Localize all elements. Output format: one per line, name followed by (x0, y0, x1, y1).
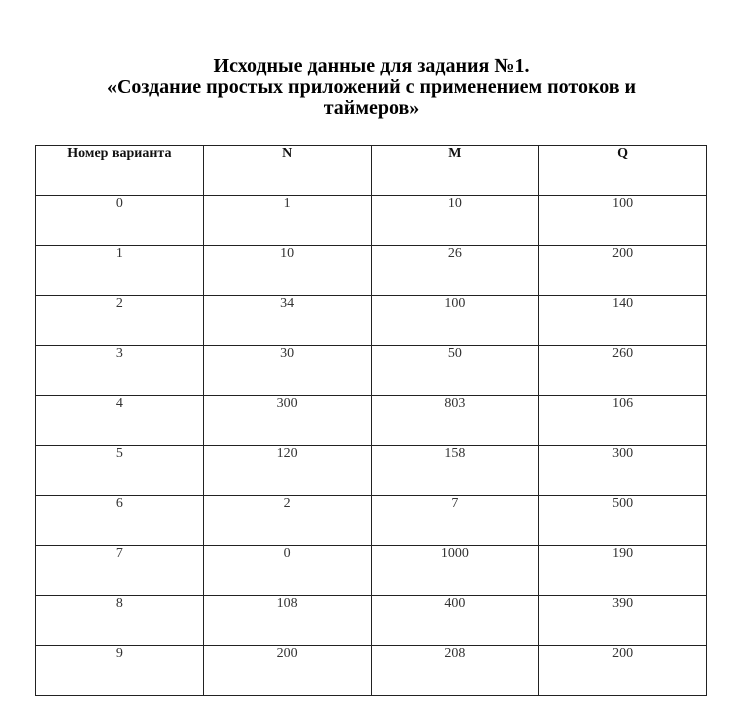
table-cell: 26 (371, 246, 539, 296)
table-row (36, 346, 707, 396)
table-cell: 2 (203, 496, 371, 546)
table-cell: 10 (203, 246, 371, 296)
table-row (36, 246, 707, 296)
table-cell: 140 (539, 296, 707, 346)
table-cell: 0 (203, 546, 371, 596)
table-cell: 0 (36, 196, 204, 246)
variants-table (35, 145, 707, 696)
table-cell: 803 (371, 396, 539, 446)
table-cell: 1 (36, 246, 204, 296)
table-cell: 108 (203, 596, 371, 646)
table-cell: 190 (539, 546, 707, 596)
table-row (36, 196, 707, 246)
table-cell: 4 (36, 396, 204, 446)
table-cell: 8 (36, 596, 204, 646)
table-cell: 400 (371, 596, 539, 646)
table-row (36, 396, 707, 446)
table-cell: 120 (203, 446, 371, 496)
table-cell: 10 (371, 196, 539, 246)
column-header: M (371, 146, 539, 196)
table-cell: 200 (203, 646, 371, 696)
table-cell: 100 (371, 296, 539, 346)
column-header: N (203, 146, 371, 196)
table-cell: 300 (539, 446, 707, 496)
table-cell: 1000 (371, 546, 539, 596)
document-title (0, 56, 743, 119)
title-line-2: «Создание простых приложений с применением потоков и (106, 76, 637, 98)
table-cell: 100 (539, 196, 707, 246)
table-cell: 7 (36, 546, 204, 596)
title-line-3: таймеров» (323, 97, 420, 119)
table-cell: 500 (539, 496, 707, 546)
table-row (36, 546, 707, 596)
column-header: Q (539, 146, 707, 196)
table-cell: 208 (371, 646, 539, 696)
table-row (36, 446, 707, 496)
table-row (36, 296, 707, 346)
table-cell: 5 (36, 446, 204, 496)
table-cell: 6 (36, 496, 204, 546)
table-row (36, 596, 707, 646)
table-cell: 50 (371, 346, 539, 396)
table-cell: 300 (203, 396, 371, 446)
table-cell: 200 (539, 246, 707, 296)
table-cell: 260 (539, 346, 707, 396)
table-cell: 1 (203, 196, 371, 246)
table-cell: 200 (539, 646, 707, 696)
table-row (36, 646, 707, 696)
table-cell: 3 (36, 346, 204, 396)
table-row (36, 496, 707, 546)
table-header-row (36, 146, 707, 196)
title-line-1: Исходные данные для задания №1. (213, 55, 530, 77)
table-cell: 34 (203, 296, 371, 346)
table-cell: 30 (203, 346, 371, 396)
table-cell: 106 (539, 396, 707, 446)
table-cell: 9 (36, 646, 204, 696)
table-cell: 158 (371, 446, 539, 496)
column-header: Номер варианта (36, 146, 204, 196)
table-cell: 7 (371, 496, 539, 546)
table-cell: 390 (539, 596, 707, 646)
table-cell: 2 (36, 296, 204, 346)
